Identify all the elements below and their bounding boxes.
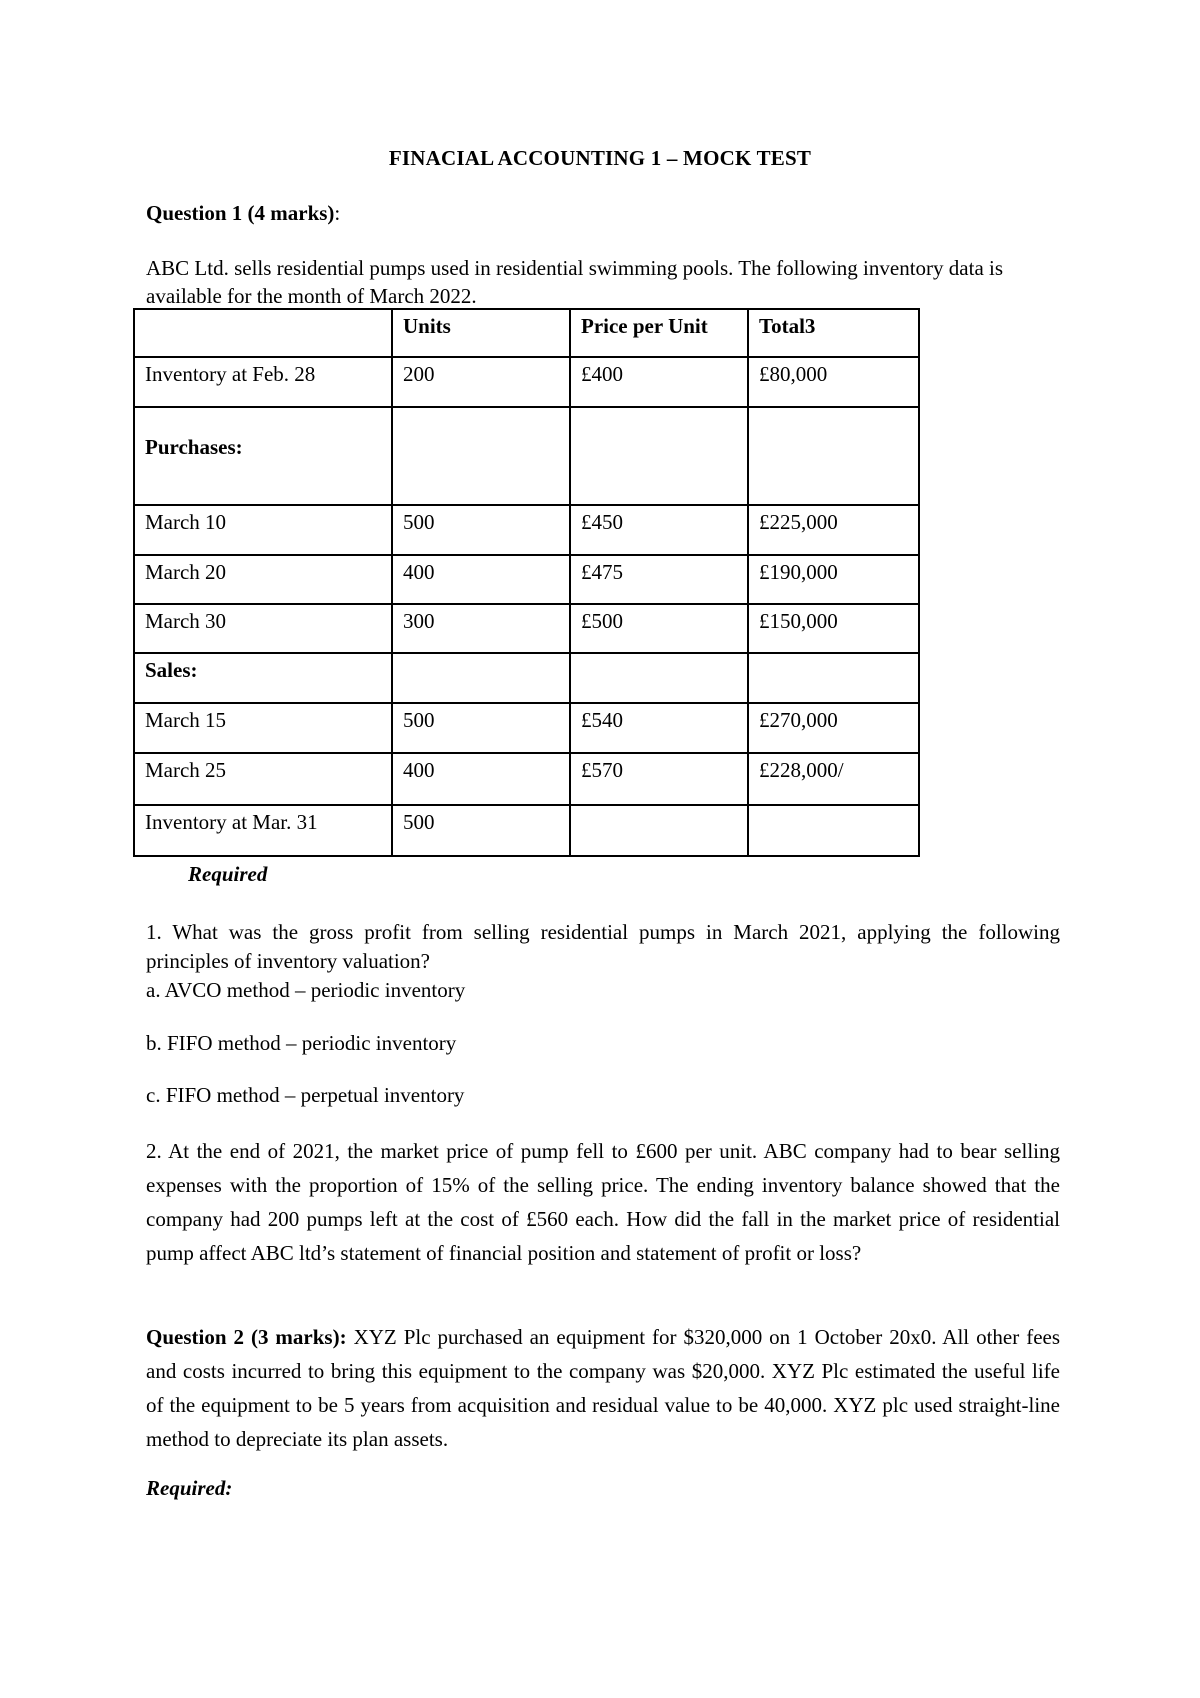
table-cell — [748, 407, 919, 505]
table-cell — [570, 407, 748, 505]
question-2-heading: Question 2 (3 marks): — [146, 1325, 347, 1349]
table-cell: March 15 — [134, 703, 392, 753]
table-cell: March 25 — [134, 753, 392, 805]
table-cell: March 10 — [134, 505, 392, 555]
table-cell: £570 — [570, 753, 748, 805]
table-header-row — [134, 309, 919, 357]
table-cell: Inventory at Feb. 28 — [134, 357, 392, 407]
table-row — [134, 407, 919, 505]
question-1-item-1: 1. What was the gross profit from selling residential pumps in March 2021, applying the following principles of inventory valuation? — [146, 920, 1060, 973]
question-2-body: XYZ Plc purchased an equipment for $320,000 on 1 October 20x0. All other fees and costs incurred to bring this equipment to the company was $20,000. XYZ Plc estimated the useful life of the equipment to be 5 years from acquisition and residual value to be 40,000. XYZ plc used straight-line method to depreciate its plan assets. — [146, 1325, 1061, 1451]
table-cell: £270,000 — [748, 703, 919, 753]
table-cell: 500 — [392, 505, 570, 555]
table-cell — [748, 653, 919, 703]
table-header-cell: Total3 — [748, 309, 919, 357]
table-row — [134, 653, 919, 703]
table-cell: March 30 — [134, 604, 392, 653]
question-1-item-1b: b. FIFO method – periodic inventory — [146, 1031, 457, 1055]
question-1-heading-colon: : — [334, 201, 341, 225]
question-2-required-label: Required: — [146, 1476, 233, 1500]
table-cell: £475 — [570, 555, 748, 604]
table-cell: £400 — [570, 357, 748, 407]
table-header-cell: Price per Unit — [570, 309, 748, 357]
question-1-item-1c: c. FIFO method – perpetual inventory — [146, 1083, 465, 1107]
inventory-table — [133, 308, 920, 857]
table-cell: £225,000 — [748, 505, 919, 555]
question-2-paragraph — [146, 1320, 1060, 1456]
table-cell: 400 — [392, 555, 570, 604]
document-title: FINACIAL ACCOUNTING 1 – MOCK TEST — [388, 146, 812, 170]
table-cell: Inventory at Mar. 31 — [134, 805, 392, 856]
required-label: Required — [188, 862, 268, 886]
table-cell: £150,000 — [748, 604, 919, 653]
table-row — [134, 357, 919, 407]
table-cell — [392, 407, 570, 505]
question-1-heading-bold: Question 1 (4 marks) — [146, 201, 335, 225]
question-1-intro: ABC Ltd. sells residential pumps used in residential swimming pools. The following inventory data is available for the month of March 2022. — [146, 256, 1004, 308]
table-header-cell: Units — [392, 309, 570, 357]
table-cell: £80,000 — [748, 357, 919, 407]
table-header-cell — [134, 309, 392, 357]
table-cell — [392, 653, 570, 703]
table-cell: 300 — [392, 604, 570, 653]
question-1-item-1a: a. AVCO method – periodic inventory — [146, 978, 466, 1002]
table-cell: £190,000 — [748, 555, 919, 604]
table-cell: 500 — [392, 805, 570, 856]
table-cell: Sales: — [134, 653, 392, 703]
table-row — [134, 505, 919, 555]
table-cell: 500 — [392, 703, 570, 753]
table-cell: £450 — [570, 505, 748, 555]
question-1-item-2: 2. At the end of 2021, the market price of pump fell to £600 per unit. ABC company had to bear selling expenses with the proportion of 15% of the selling price. The ending inventory balance showed that the company had 200 pumps left at the cost of £560 each. How did the fall in the market price of residential pump affect ABC ltd’s statement of financial position and statement of profit or loss? — [146, 1139, 1060, 1265]
table-cell: £540 — [570, 703, 748, 753]
table-row — [134, 805, 919, 856]
table-cell: £500 — [570, 604, 748, 653]
table-cell: 400 — [392, 753, 570, 805]
table-cell — [570, 653, 748, 703]
question-1-heading — [146, 201, 340, 226]
table-row — [134, 753, 919, 805]
table-cell: £228,000/ — [748, 753, 919, 805]
table-row — [134, 604, 919, 653]
table-cell: Purchases: — [134, 407, 392, 505]
table-cell — [748, 805, 919, 856]
table-cell — [570, 805, 748, 856]
table-cell: March 20 — [134, 555, 392, 604]
table-row — [134, 703, 919, 753]
table-cell: 200 — [392, 357, 570, 407]
table-row — [134, 555, 919, 604]
